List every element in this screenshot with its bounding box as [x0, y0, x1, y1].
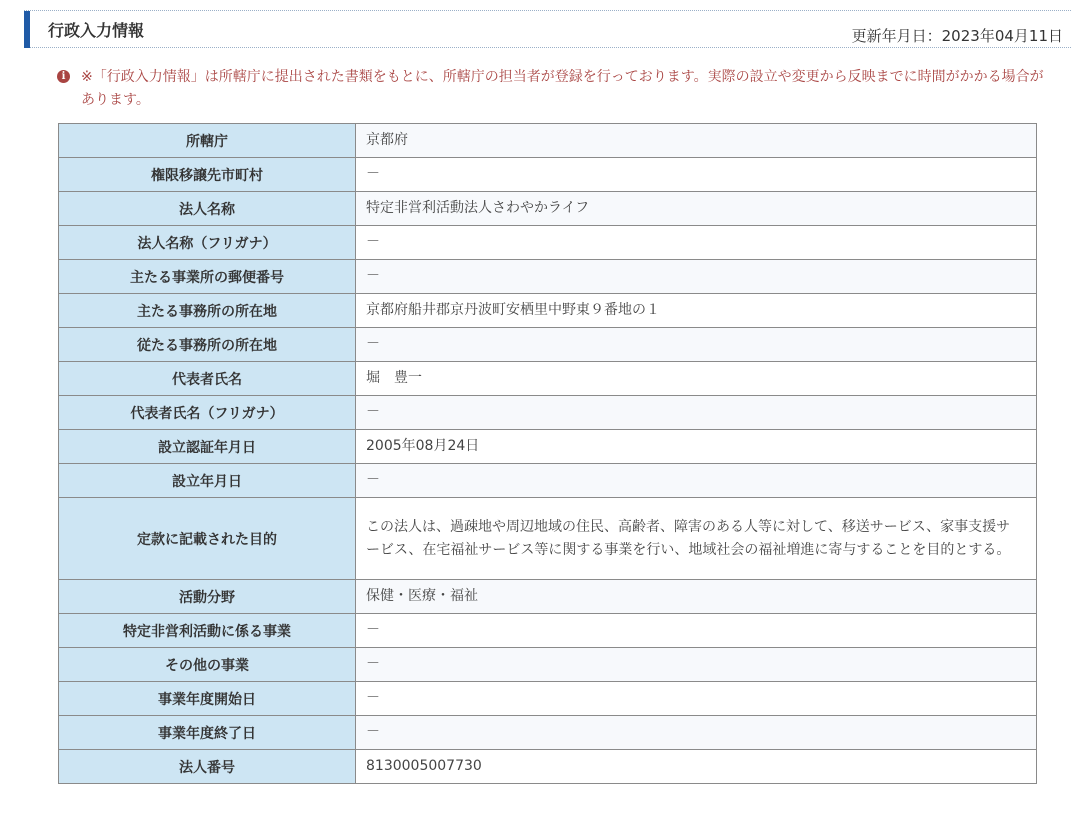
- table-row: [59, 430, 1037, 464]
- row-value: 堀 豊一: [356, 362, 1037, 396]
- row-value: 京都府船井郡京丹波町安栖里中野東９番地の１: [356, 294, 1037, 328]
- administrative-info-table: [58, 123, 1037, 784]
- section-header: [24, 10, 1071, 48]
- table-row: [59, 396, 1037, 430]
- row-label: 代表者氏名: [59, 362, 356, 396]
- row-label: 法人名称（フリガナ）: [59, 226, 356, 260]
- table-row: [59, 682, 1037, 716]
- row-label: 定款に記載された目的: [59, 498, 356, 580]
- section-title: 行政入力情報: [48, 21, 145, 40]
- row-label: 設立認証年月日: [59, 430, 356, 464]
- row-value: －: [356, 328, 1037, 362]
- table-row: [59, 498, 1037, 580]
- row-label: 代表者氏名（フリガナ）: [59, 396, 356, 430]
- table-row: [59, 226, 1037, 260]
- row-value: －: [356, 260, 1037, 294]
- notice-text: ※「行政入力情報」は所轄庁に提出された書類をもとに、所轄庁の担当者が登録を行っております。実際の設立や変更から反映までに時間がかかる場合があります。: [81, 69, 1044, 108]
- table-row: [59, 362, 1037, 396]
- row-label: 従たる事務所の所在地: [59, 328, 356, 362]
- table-row: [59, 750, 1037, 784]
- notice-message: [57, 66, 1047, 112]
- table-row: [59, 614, 1037, 648]
- row-value: 特定非営利活動法人さわやかライフ: [356, 192, 1037, 226]
- row-label: 事業年度開始日: [59, 682, 356, 716]
- table-row: [59, 192, 1037, 226]
- table-row: [59, 716, 1037, 750]
- row-label: 事業年度終了日: [59, 716, 356, 750]
- row-value: －: [356, 396, 1037, 430]
- row-value: －: [356, 682, 1037, 716]
- row-label: 権限移譲先市町村: [59, 158, 356, 192]
- table-row: [59, 464, 1037, 498]
- table-row: [59, 648, 1037, 682]
- table-row: [59, 328, 1037, 362]
- table-row: [59, 580, 1037, 614]
- row-value: 保健・医療・福祉: [356, 580, 1037, 614]
- row-label: 所轄庁: [59, 124, 356, 158]
- row-value: －: [356, 464, 1037, 498]
- row-label: 主たる事業所の郵便番号: [59, 260, 356, 294]
- row-value: －: [356, 648, 1037, 682]
- row-value: 2005年08月24日: [356, 430, 1037, 464]
- row-value: この法人は、過疎地や周辺地域の住民、高齢者、障害のある人等に対して、移送サービス、家事支援サービス、在宅福祉サービス等に関する事業を行い、地域社会の福祉増進に寄与することを目的とする。: [356, 498, 1037, 580]
- row-label: 設立年月日: [59, 464, 356, 498]
- section-accent-bar: [24, 11, 30, 48]
- row-value: －: [356, 226, 1037, 260]
- row-value: 8130005007730: [356, 750, 1037, 784]
- row-value: －: [356, 158, 1037, 192]
- row-value: 京都府: [356, 124, 1037, 158]
- row-label: 主たる事務所の所在地: [59, 294, 356, 328]
- row-label: その他の事業: [59, 648, 356, 682]
- table-row: [59, 158, 1037, 192]
- row-label: 法人名称: [59, 192, 356, 226]
- info-circle-icon: i: [57, 70, 70, 83]
- row-value: －: [356, 614, 1037, 648]
- row-label: 活動分野: [59, 580, 356, 614]
- table-row: [59, 260, 1037, 294]
- row-label: 特定非営利活動に係る事業: [59, 614, 356, 648]
- table-row: [59, 294, 1037, 328]
- row-value: －: [356, 716, 1037, 750]
- table-row: [59, 124, 1037, 158]
- row-label: 法人番号: [59, 750, 356, 784]
- update-date: 更新年月日：2023年04月11日: [851, 27, 1063, 45]
